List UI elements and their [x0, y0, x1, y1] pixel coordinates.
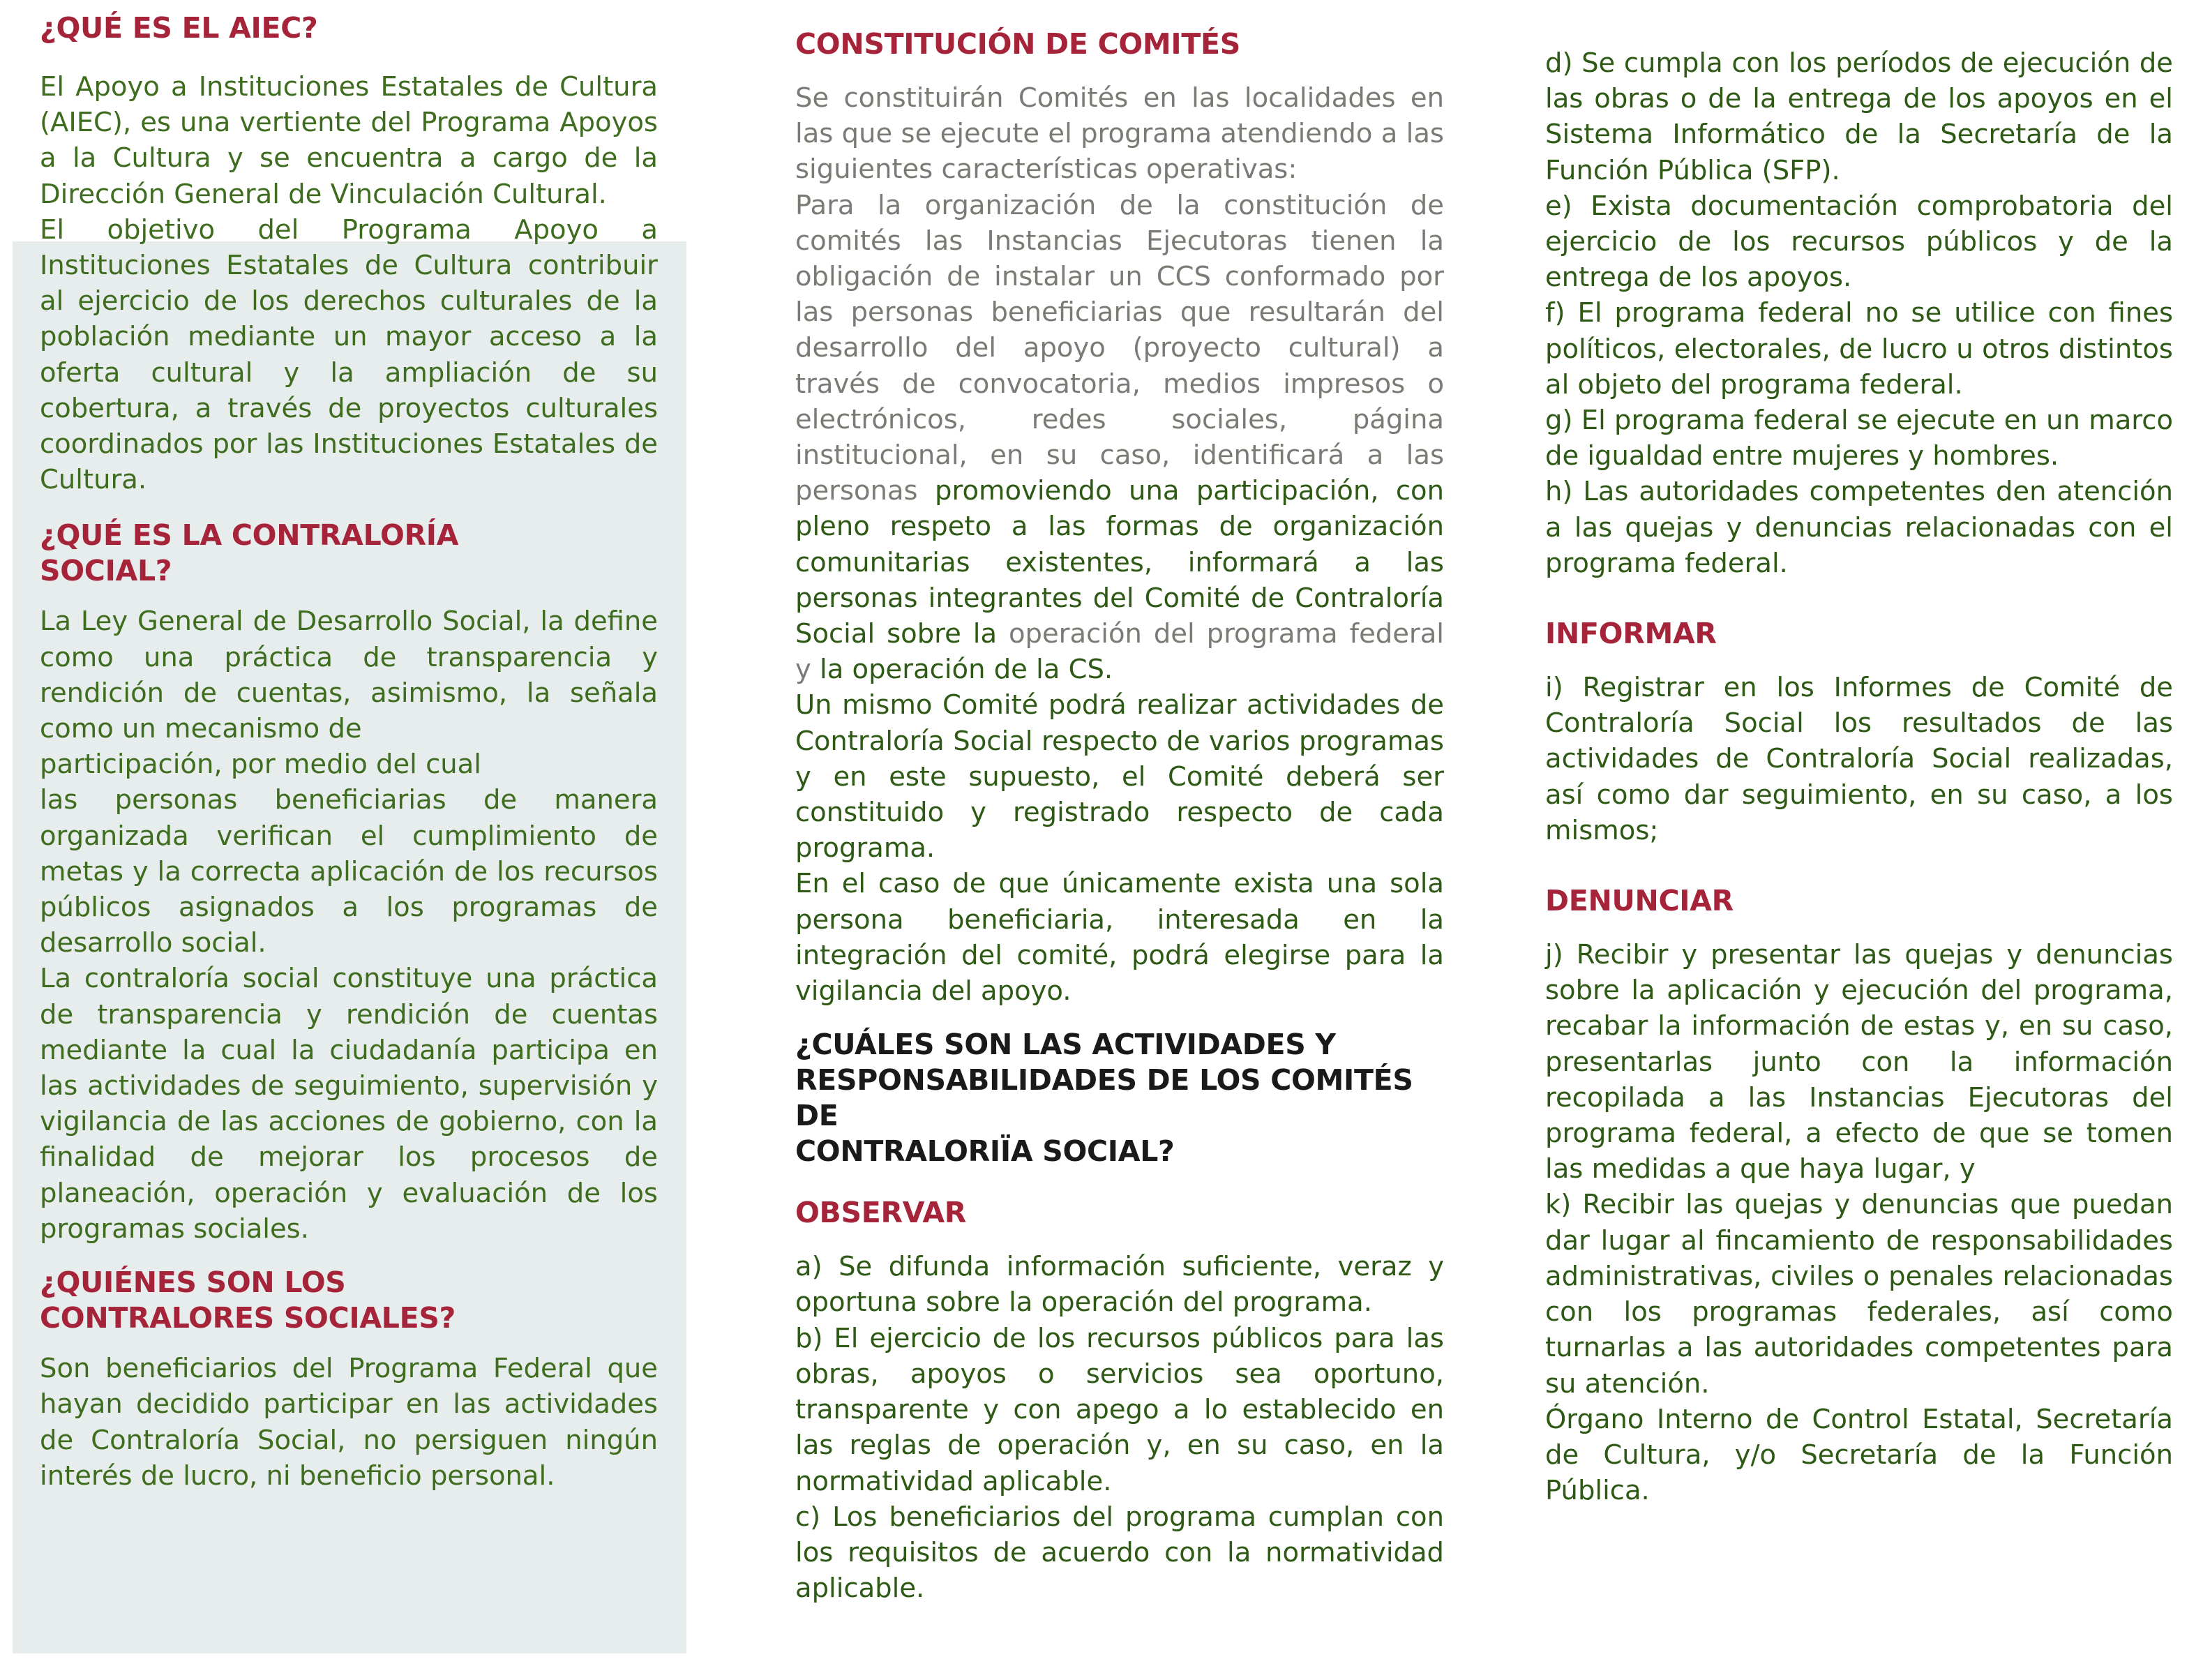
informar-item-i: i) Registrar en los Informes de Comité de Contraloría Social los resultados de las actividades de Contraloría Social realizadas, así como dar seguimiento, en su caso, a los mismos; [1545, 672, 2173, 846]
actividades-heading [795, 1027, 1444, 1169]
contraloria-heading-line-2: SOCIAL? [40, 554, 172, 588]
aiec-heading: ¿QUÉ ES EL AIEC? [40, 11, 318, 45]
column-right [1545, 45, 2173, 1508]
organo-control-text: Órgano Interno de Control Estatal, Secretaría de Cultura, y/o Secretaría de la Función Pública. [1545, 1403, 2173, 1507]
constitucion-text-c: operación del programa federal y [795, 618, 1444, 686]
actividades-heading-line-2: RESPONSABILIDADES DE LOS COMITÉS DE [795, 1063, 1413, 1133]
contraloria-heading [40, 518, 658, 589]
constitucion-heading: CONSTITUCIÓN DE COMITÉS [795, 27, 1240, 61]
column-left [40, 10, 658, 1494]
constitucion-paragraph-4: En el caso de que únicamente exista una sola persona beneficiaria, interesada en la integración del comité, podrá elegirse para la vigilancia del apoyo. [795, 868, 1444, 1007]
denunciar-item-k: k) Recibir las quejas y denuncias que puedan dar lugar al fincamiento de responsabilidades administrativas, civiles o penales relacionadas con los programas federales, así como turnarlas a las autoridades competentes para su atención. [1545, 1189, 2173, 1400]
contralores-heading-line-1: ¿QUIÉNES SON LOS [40, 1266, 346, 1300]
observar-item-g: g) El programa federal se ejecute en un marco de igualdad entre mujeres y hombres. [1545, 405, 2173, 472]
column-middle [795, 27, 1444, 1606]
observar-item-a: a) Se difunda información suficiente, veraz y oportuna sobre la operación del programa. [795, 1251, 1444, 1319]
contraloria-heading-line-1: ¿QUÉ ES LA CONTRALORÍA [40, 518, 459, 553]
constitucion-paragraph-1: Se constituirán Comités en las localidades en las que se ejecute el programa atendiendo a las siguientes características operativas: [795, 82, 1444, 186]
observar-item-e: e) Exista documentación comprobatoria del ejercicio de los recursos públicos y de la entrega de los apoyos. [1545, 190, 2173, 294]
contraloria-paragraph-2: participación, por medio del cual [40, 749, 481, 781]
observar-item-f: f) El programa federal no se utilice con fines políticos, electorales, de lucro u otros distintos al objeto del programa federal. [1545, 297, 2173, 400]
observar-item-h: h) Las autoridades competentes den atención a las quejas y denuncias relacionadas con el programa federal. [1545, 476, 2173, 579]
contraloria-paragraph-1: La Ley General de Desarrollo Social, la define como una práctica de transparencia y rendición de cuentas, asimismo, la señala como un mecanismo de [40, 606, 658, 745]
observar-item-d: d) Se cumpla con los períodos de ejecución de las obras o de la entrega de los apoyos en el Sistema Informático de la Secretaría de la Función Pública (SFP). [1545, 47, 2173, 186]
constitucion-text-b: promoviendo una participación, con pleno respeto a las formas de organización comunitarias existentes, informará a las personas integrantes del Comité de Contraloría Social sobre la [795, 475, 1445, 650]
denunciar-heading: DENUNCIAR [1545, 884, 1734, 918]
observar-item-b: b) El ejercicio de los recursos públicos para las obras, apoyos o servicios sea oportuno, transparente y con apego a lo establecido en las reglas de operación y, en su caso, en la normatividad aplicable. [795, 1322, 1444, 1497]
informar-heading: INFORMAR [1545, 617, 1717, 651]
observar-heading: OBSERVAR [795, 1196, 967, 1230]
observar-item-c: c) Los beneficiarios del programa cumplan con los requisitos de acuerdo con la normatividad aplicable. [795, 1501, 1444, 1605]
actividades-heading-line-3: CONTRALORIÏA SOCIAL? [795, 1134, 1175, 1169]
contralores-paragraph: Son beneficiarios del Programa Federal que hayan decidido participar en las actividades de Contraloría Social, no persiguen ningún interés de lucro, ni beneficio personal. [40, 1353, 658, 1492]
contraloria-paragraph-4: La contraloría social constituye una práctica de transparencia y rendición de cuentas mediante la cual la ciudadanía participa en las actividades de seguimiento, supervisión y vigilancia de las acciones de gobierno, con la finalidad de mejorar los procesos de planeación, operación y evaluación de los programas sociales. [40, 963, 658, 1245]
constitucion-text-a: Para la organización de la constitución de comités las Instancias Ejecutoras tienen la obligación de instalar un CCS conformado por las personas beneficiarias que resultarán del desarrollo del apoyo (proyecto cultural) a través de convocatoria, medios impresos o electrónicos, redes sociales, página institucional, en su caso, identificará a las personas [795, 189, 1444, 507]
contralores-heading-line-2: CONTRALORES SOCIALES? [40, 1301, 456, 1335]
contraloria-paragraph-3: las personas beneficiarias de manera organizada verifican el cumplimiento de metas y la correcta aplicación de los recursos públicos asignados a los programas de desarrollo social. [40, 784, 658, 959]
constitucion-text-d: la operación de la CS. [820, 654, 1113, 686]
objective-paragraph: El objetivo del Programa Apoyo a Instituciones Estatales de Cultura contribuir al ejercicio de los derechos culturales de la población mediante un mayor acceso a la oferta cultural y la ampliación de su cobertura, a través de proyectos culturales coordinados por las Instituciones Estatales de Cultura. [40, 213, 658, 496]
actividades-heading-line-1: ¿CUÁLES SON LAS ACTIVIDADES Y [795, 1028, 1336, 1062]
aiec-paragraph: El Apoyo a Instituciones Estatales de Cultura (AIEC), es una vertiente del Programa Apoyos a la Cultura y se encuentra a cargo de la Dirección General de Vinculación Cultural. [40, 71, 658, 210]
constitucion-paragraph-3: Un mismo Comité podrá realizar actividades de Contraloría Social respecto de varios programas y en este supuesto, el Comité deberá ser constituido y registrado respecto de cada programa. [795, 689, 1444, 864]
denunciar-item-j: j) Recibir y presentar las quejas y denuncias sobre la aplicación y ejecución del programa, recabar la información de estas y, en su caso, presentarlas junto con la información recopilada a las Instancias Ejecutoras del programa federal, a efecto de que se tomen las medidas a que haya lugar, y [1545, 939, 2173, 1185]
contralores-heading [40, 1265, 658, 1336]
constitucion-paragraph-2 [795, 188, 1444, 688]
